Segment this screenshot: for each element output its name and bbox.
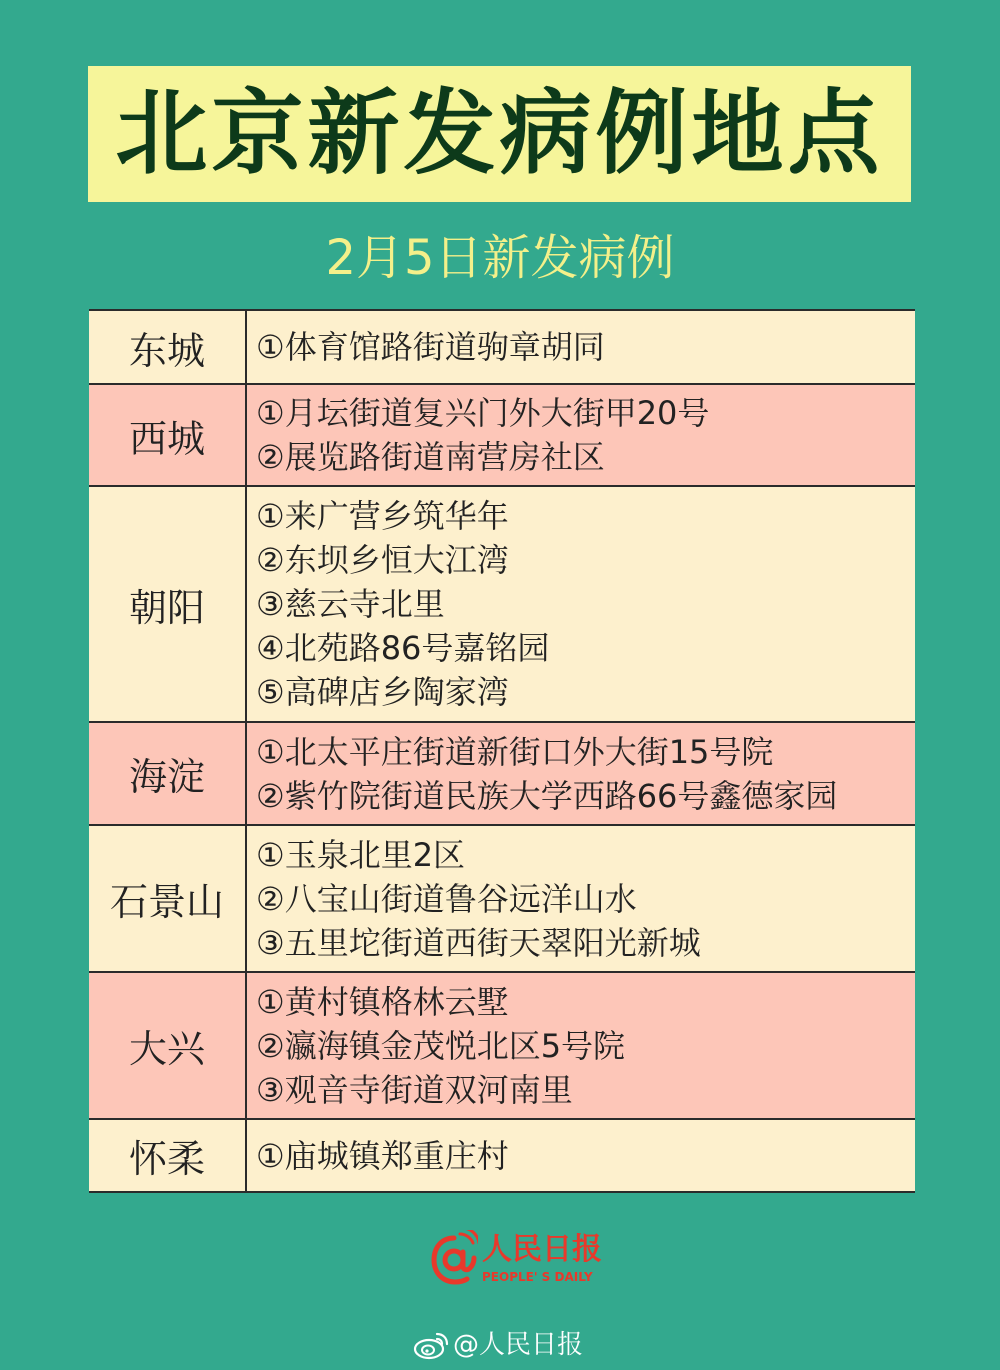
location-item: ②紫竹院街道民族大学西路66号鑫德家园: [256, 776, 838, 815]
table-row: [89, 311, 915, 385]
peoples-daily-logo: [430, 1226, 610, 1292]
weibo-icon: [413, 1330, 449, 1360]
table-row: [89, 1120, 915, 1193]
location-item: ③五里坨街道西街天翠阳光新城: [256, 923, 701, 962]
location-list: [247, 311, 915, 383]
page-subtitle: 2月5日新发病例: [325, 230, 675, 286]
location-item: ②东坝乡恒大江湾: [256, 541, 509, 579]
weibo-watermark: [413, 1325, 583, 1365]
table-row: [89, 723, 915, 826]
location-item: ①月坛街道复兴门外大街甲20号: [256, 394, 710, 432]
location-list: [247, 487, 915, 721]
location-item: ①黄村镇格林云墅: [256, 982, 509, 1021]
location-item: ①来广营乡筑华年: [256, 497, 509, 535]
location-item: ②瀛海镇金茂悦北区5号院: [256, 1026, 626, 1065]
at-sign-logo-icon: [430, 1230, 478, 1288]
location-item: ③观音寺街道双河南里: [256, 1070, 573, 1109]
district-name: 朝阳: [89, 487, 247, 721]
location-item: ①北太平庄街道新街口外大街15号院: [256, 732, 774, 771]
logo-english-name: PEOPLE' S DAILY: [482, 1270, 593, 1284]
location-list: [247, 826, 915, 971]
location-item: ⑤高碑店乡陶家湾: [256, 673, 509, 711]
table-row: [89, 973, 915, 1120]
watermark-text: @人民日报: [453, 1330, 584, 1360]
location-item: ①体育馆路街道驹章胡同: [256, 328, 605, 366]
location-item: ②八宝山街道鲁谷远洋山水: [256, 879, 637, 918]
location-item: ②展览路街道南营房社区: [256, 438, 605, 476]
location-list: [247, 1120, 915, 1191]
logo-name: 人民日报: [482, 1232, 602, 1267]
page-title: 北京新发病例地点: [115, 80, 884, 187]
case-locations-table: [89, 309, 915, 1193]
location-item: ①玉泉北里2区: [256, 835, 466, 874]
location-item: ③慈云寺北里: [256, 585, 445, 623]
table-row: [89, 487, 915, 723]
district-name: 东城: [89, 311, 247, 383]
location-list: [247, 385, 915, 485]
location-list: [247, 973, 915, 1118]
table-row: [89, 385, 915, 487]
title-banner: [88, 66, 911, 202]
district-name: 西城: [89, 385, 247, 485]
district-name: 大兴: [89, 973, 247, 1118]
district-name: 石景山: [89, 826, 247, 971]
location-item: ④北苑路86号嘉铭园: [256, 629, 550, 667]
table-row: [89, 826, 915, 973]
location-list: [247, 723, 915, 824]
district-name: 海淀: [89, 723, 247, 824]
location-item: ①庙城镇郑重庄村: [256, 1136, 509, 1175]
district-name: 怀柔: [89, 1120, 247, 1191]
